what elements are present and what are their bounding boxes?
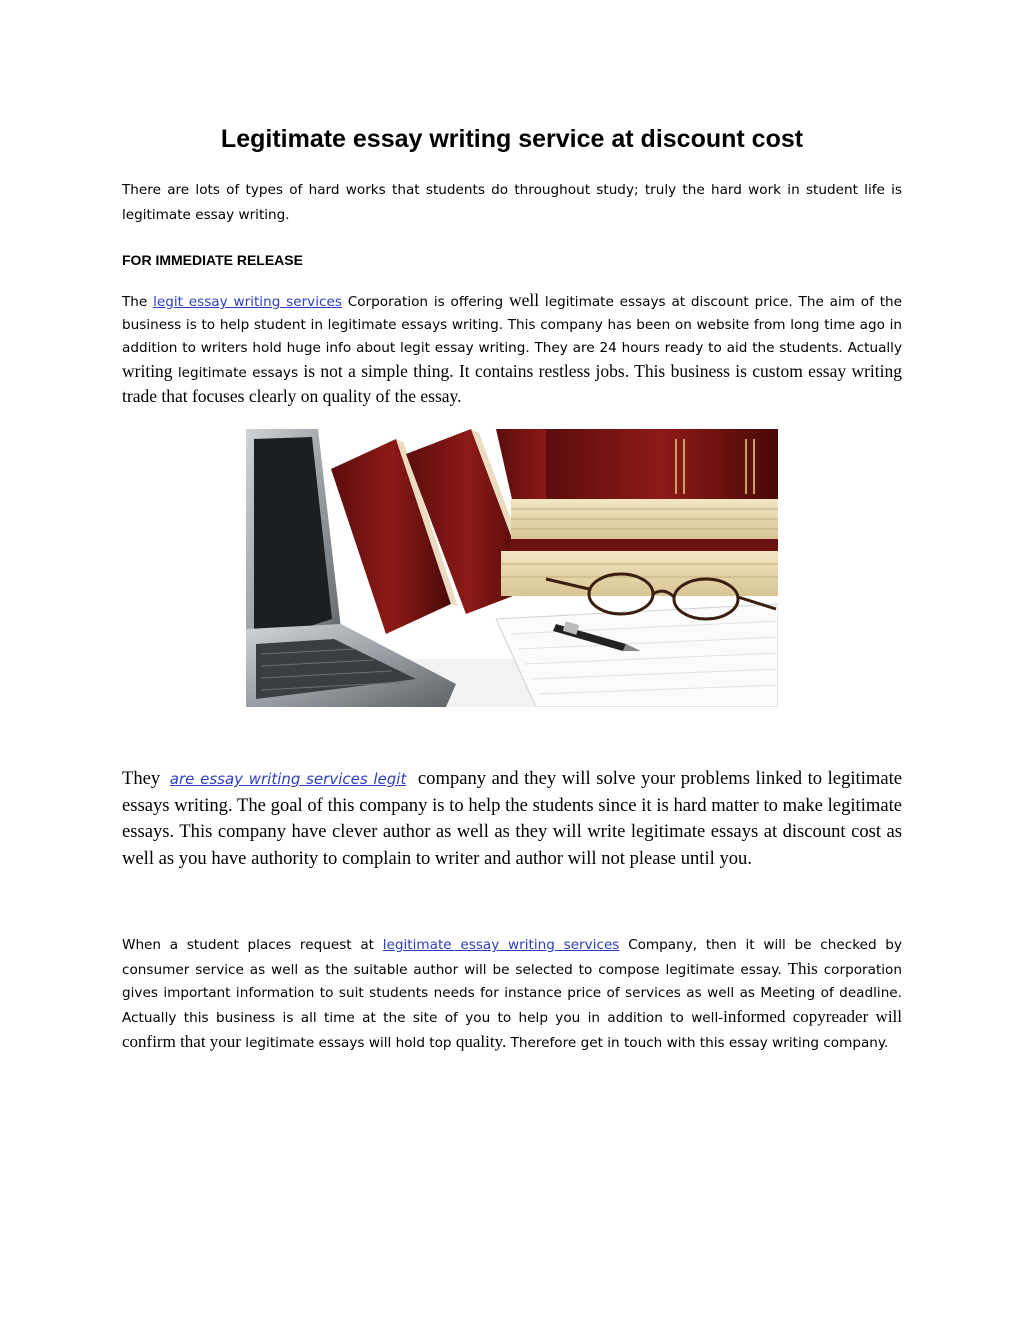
release-label: FOR IMMEDIATE RELEASE: [122, 252, 303, 268]
paragraph-3: [122, 934, 902, 1055]
para3-text: When a student places request at: [122, 937, 383, 953]
legitimate-services-link[interactable]: legitimate essay writing services: [382, 937, 620, 953]
para3-text: Company, then it will be checked by consumer service as well as the suitable author will be selected to compose legitimate essay.: [122, 937, 902, 978]
para3-serif-part: informed copyreader will confirm that your: [122, 1007, 902, 1051]
intro-paragraph: There are lots of types of hard works that students do throughout study; truly the hard work in student life is legitimate essay writing.: [122, 182, 902, 223]
para1-serif-tail: is not a simple thing. It contains restless jobs. This business is custom essay writing trade that focuses clearly on quality of the essay.: [122, 361, 902, 406]
para1-text: legitimate essays: [172, 365, 304, 381]
para3-serif-word: This: [787, 959, 818, 978]
para3-text: legitimate essays will hold top: [240, 1035, 456, 1051]
are-services-legit-link[interactable]: are essay writing services legit: [169, 770, 407, 788]
para3-text: corporation gives important information to suit students needs for instance price of services as well as Meeting of deadline. Actually this business is all time at the site of you to help you in addition to well-: [122, 962, 902, 1026]
book-pages: [501, 551, 778, 596]
para3-serif-word: quality.: [455, 1032, 507, 1051]
para1-serif-word: writing: [122, 361, 173, 381]
paragraph-2: [122, 766, 902, 872]
laptop-books-image: [246, 429, 778, 707]
para1-text: legitimate essays at discount price. The aim of the business is to help student in legitimate essays writing. This company has been on website from long time ago in addition to writers hold huge info about legit essay writing. They are 24 hours ready to aid the students. Actually: [122, 294, 902, 356]
para2-text: company and they will solve your problems linked to legitimate essays writing. The goal of this company is to help the students since it is hard matter to make legitimate essays. This company have clever author as well as they will write legitimate essays at discount cost as well as you have authority to complain to writer and author will not please until you.: [122, 768, 902, 869]
paragraph-1: [122, 289, 902, 410]
para1-text: Corporation is offering: [341, 294, 509, 310]
para1-text: The: [122, 294, 154, 310]
laptop-books-illustration: [246, 429, 778, 707]
para3-text: Therefore get in touch with this essay writing company.: [506, 1035, 889, 1051]
page-title: Legitimate essay writing service at discount cost: [220, 125, 804, 153]
notebook: [496, 604, 778, 707]
red-book: [546, 429, 778, 499]
para2-text: They: [122, 768, 166, 789]
para1-serif-word: well: [508, 290, 540, 310]
legit-essay-link[interactable]: legit essay writing services: [153, 294, 342, 310]
